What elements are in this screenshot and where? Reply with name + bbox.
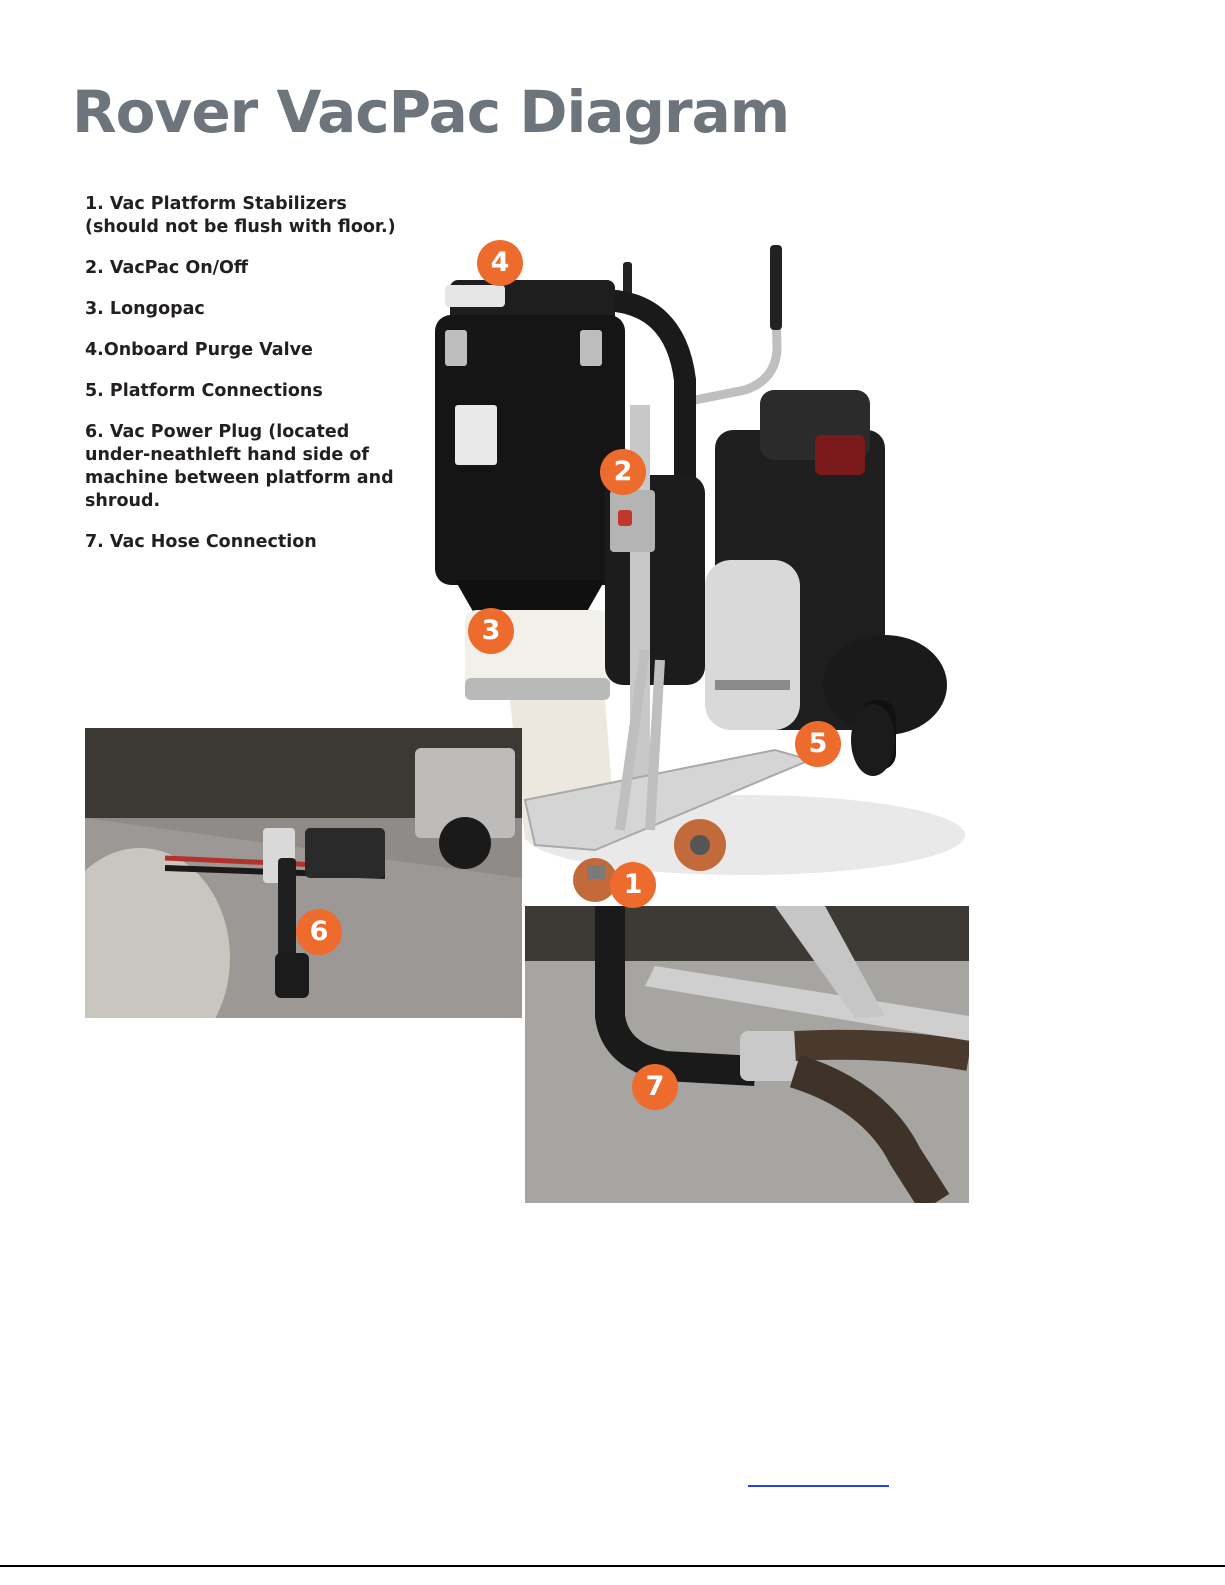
legend-item-1: 1. Vac Platform Stabilizers (should not be flush with floor.) <box>85 194 396 237</box>
legend-item-3: 3. Longopac <box>85 299 205 319</box>
callout-4: 4 <box>477 240 523 286</box>
callout-6: 6 <box>296 909 342 955</box>
legend-item-2: 2. VacPac On/Off <box>85 258 249 278</box>
legend-item-4: 4.Onboard Purge Valve <box>85 340 313 360</box>
legend-list <box>85 193 415 572</box>
legend-item-5: 5. Platform Connections <box>85 381 323 401</box>
page-title: Rover VacPac Diagram <box>72 78 790 146</box>
callout-5: 5 <box>795 721 841 767</box>
callout-2: 2 <box>600 449 646 495</box>
legend-item-7: 7. Vac Hose Connection <box>85 532 317 552</box>
hose-connection-photo <box>525 906 969 1203</box>
hyperlink-underline[interactable] <box>748 1485 889 1487</box>
page-bottom-rule <box>0 1565 1225 1567</box>
callout-3: 3 <box>468 608 514 654</box>
callout-1: 1 <box>610 862 656 908</box>
power-plug-photo <box>85 728 522 1018</box>
legend-item-6: 6. Vac Power Plug (located under-neathleft hand side of machine between platform and shroud. <box>85 422 394 511</box>
callout-7: 7 <box>632 1064 678 1110</box>
